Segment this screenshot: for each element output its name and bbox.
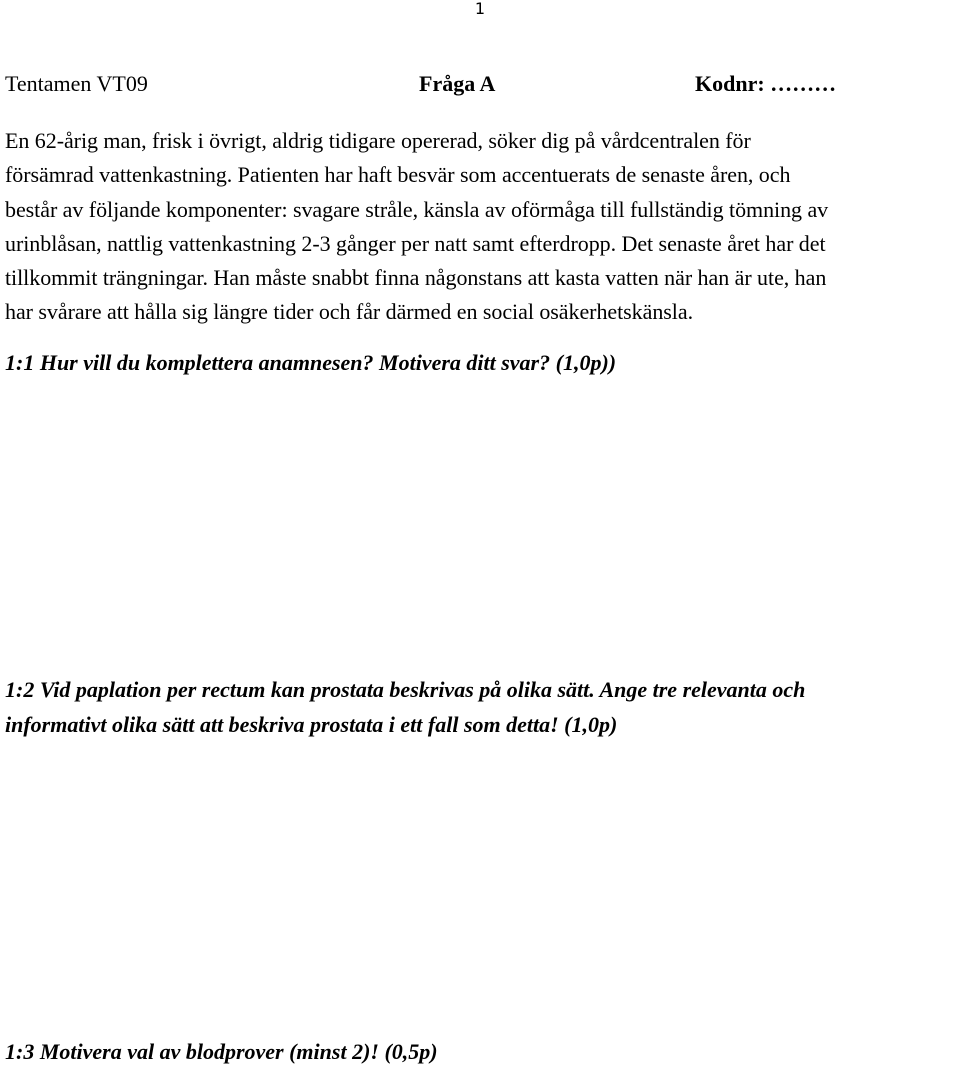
- case-line: tillkommit trängningar. Han måste snabbt finna någonstans att kasta vatten när han är ute, han: [5, 265, 827, 291]
- question-1-3: [5, 1035, 960, 1070]
- code-number-label: Kodnr: ………: [695, 71, 837, 96]
- case-line: består av följande komponenter: svagare stråle, känsla av oförmåga till fullständig tömning av: [5, 196, 829, 222]
- exam-title: Tentamen VT09: [5, 71, 148, 96]
- question-id: Fråga A: [419, 71, 496, 96]
- case-line: försämrad vattenkastning. Patienten har haft besvär som accentuerats de senaste åren, och: [5, 162, 791, 188]
- question-text: 1:3 Motivera val av blodprover (minst 2)! (0,5p): [5, 1039, 438, 1064]
- question-text: 1:1 Hur vill du komplettera anamnesen? Motivera ditt svar? (1,0p)): [5, 350, 617, 375]
- case-line: En 62-årig man, frisk i övrigt, aldrig tidigare opererad, söker dig på vårdcentralen för: [5, 128, 751, 153]
- question-text: 1:2 Vid paplation per rectum kan prostata beskrivas på olika sätt. Ange tre relevanta och: [5, 677, 806, 702]
- exam-header: [5, 70, 945, 98]
- question-1-1: [5, 346, 960, 381]
- case-description: [5, 124, 960, 330]
- case-line: urinblåsan, nattlig vattenkastning 2-3 gånger per natt samt efterdropp. Det senaste året har det: [5, 230, 826, 256]
- question-text: informativt olika sätt att beskriva prostata i ett fall som detta! (1,0p): [5, 711, 618, 737]
- page-number: 1: [474, 0, 486, 18]
- case-line: har svårare att hålla sig längre tider och får därmed en social osäkerhetskänsla.: [5, 299, 694, 325]
- question-1-2: [5, 673, 960, 742]
